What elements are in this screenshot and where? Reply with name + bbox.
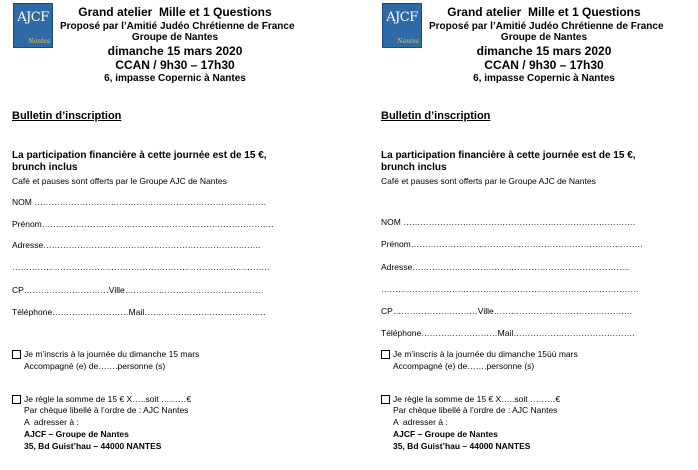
field-adresse-2[interactable]: ………………………………………………………………………………. [12,262,270,272]
payment-checkbox-label: Je règle la somme de 15 € X…..soit ………€ [393,394,561,404]
mailing-organization: AJCF – Groupe de Nantes [24,429,129,439]
fee-line-1: La participation financière à cette journée est de 15 €, [12,150,267,161]
event-group: Groupe de Nantes [131,32,219,43]
companion-count: Accompagné (e) de…….personne (s) [24,361,166,371]
field-nom[interactable]: NOM ………………………………………………………………………. [12,197,267,207]
registration-checkbox-label: Je m’inscris à la journée du dimanche 15 mars [24,349,200,359]
ajcf-logo: AJCF Nantes [13,3,53,48]
event-date: dimanche 15 mars 2020 [107,44,243,58]
registration-checkbox-label: Je m’inscris à la journée du dimanche 15ùù mars [393,349,578,359]
field-prenom[interactable]: Prénom………………………………………………………………………. [381,239,643,249]
fee-line-2: brunch inclus [381,162,447,173]
event-address: 6, impasse Copernic à Nantes [473,73,615,84]
field-telephone-mail[interactable]: Téléphone………………………Mail……………………………………. [12,307,266,317]
send-to-label: A adresser à : [393,417,448,427]
field-cp-ville[interactable]: CP…………………………Ville…………………………………………. [12,285,264,295]
payment-checkbox[interactable] [381,395,390,404]
send-to-label: A adresser à : [24,417,79,427]
mailing-street: 35, Bd Guist’hau – 44000 NANTES [24,441,162,451]
offer-text: Café et pauses sont offerts par le Groupe AJC de Nantes [12,176,227,186]
mailing-organization: AJCF – Groupe de Nantes [393,429,498,439]
registration-checkbox[interactable] [381,350,390,359]
event-date: dimanche 15 mars 2020 [476,44,612,58]
event-title: Grand atelier Mille et 1 Questions [447,5,641,19]
payment-checkbox-label: Je règle la somme de 15 € X…..soit ………€ [24,394,192,404]
registration-form-right [369,0,698,470]
event-venue-time: CCAN / 9h30 – 17h30 [484,58,604,72]
offer-text: Café et pauses sont offerts par le Groupe AJC de Nantes [381,176,596,186]
event-group: Groupe de Nantes [500,32,588,43]
field-adresse[interactable]: Adresse………………………………………………………………….. [12,240,261,250]
bulletin-title: Bulletin d’inscription [12,110,122,122]
event-subtitle: Proposé par l’Amitié Judéo Chrétienne de France [429,21,664,32]
cheque-instruction: Par chèque libellé à l’ordre de : AJC Nantes [393,405,558,415]
registration-checkbox[interactable] [12,350,21,359]
bulletin-title: Bulletin d’inscription [381,110,491,122]
ajcf-logo: AJCF Nantes [382,3,422,48]
field-cp-ville[interactable]: CP…………………………Ville…………………………………………. [381,306,633,316]
event-address: 6, impasse Copernic à Nantes [104,73,246,84]
event-venue-time: CCAN / 9h30 – 17h30 [115,58,235,72]
event-subtitle: Proposé par l’Amitié Judéo Chrétienne de France [60,21,295,32]
payment-checkbox[interactable] [12,395,21,404]
event-title: Grand atelier Mille et 1 Questions [78,5,272,19]
fee-line-2: brunch inclus [12,162,78,173]
field-prenom[interactable]: Prénom………………………………………………………………………. [12,219,274,229]
field-adresse[interactable]: Adresse………………………………………………………………….. [381,262,630,272]
fee-line-1: La participation financière à cette journée est de 15 €, [381,150,636,161]
field-telephone-mail[interactable]: Téléphone………………………Mail……………………………………. [381,328,635,338]
field-nom[interactable]: NOM ………………………………………………………………………. [381,217,636,227]
field-adresse-2[interactable]: ………………………………………………………………………………. [381,284,639,294]
registration-form-left [0,0,330,470]
cheque-instruction: Par chèque libellé à l’ordre de : AJC Nantes [24,405,189,415]
companion-count: Accompagné (e) de…….personne (s) [393,361,535,371]
mailing-street: 35, Bd Guist’hau – 44000 NANTES [393,441,531,451]
